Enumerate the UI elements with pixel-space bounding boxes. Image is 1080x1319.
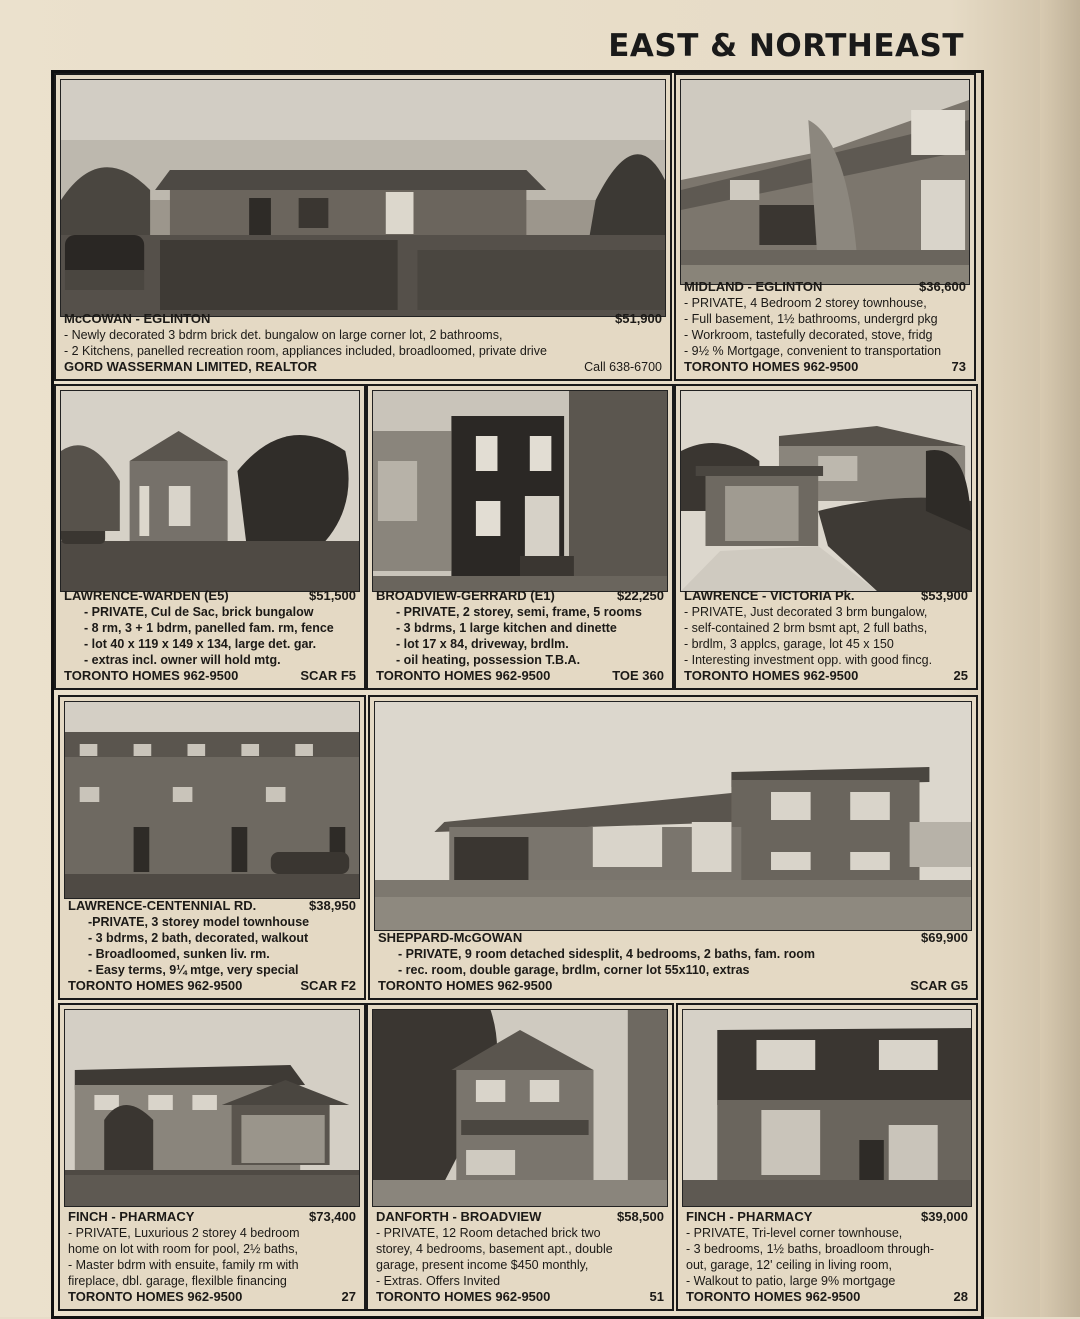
listing-card-midland[interactable] [674,73,976,381]
listing-detail-line: storey, 4 bedrooms, basement apt., double [376,1242,613,1256]
listing-text [684,279,966,375]
agent-name: TORONTO HOMES 962-9500 [376,668,551,683]
listing-code: 27 [341,1289,356,1304]
listing-price: $38,950 [309,898,356,913]
listing-detail-line: - 3 bdrms, 2 bath, decorated, walkout [88,931,309,945]
listing-location: LAWRENCE - VICTORIA Pk. [684,588,855,603]
listing-detail-line: - 3 bedrooms, 1½ baths, broadloom through- [686,1242,935,1256]
listing-card-mccowan[interactable] [54,73,672,381]
house-photo [372,390,668,592]
listing-location: LAWRENCE-WARDEN (E5) [64,588,229,603]
listing-code: SCAR F5 [300,668,356,683]
house-photo [682,1009,972,1207]
listing-card-lawrence-warden[interactable] [54,384,366,690]
listing-detail-line: - self-contained 2 brm bsmt apt, 2 full baths, [684,621,928,635]
listing-code: 25 [953,668,968,683]
listing-location: FINCH - PHARMACY [68,1209,195,1224]
listing-details [376,604,664,668]
agent-name: TORONTO HOMES 962-9500 [376,1289,551,1304]
listing-location: MIDLAND - EGLINTON [684,279,823,294]
agent-name: TORONTO HOMES 962-9500 [686,1289,861,1304]
listing-detail-line: - 9½ % Mortgage, convenient to transportation [684,344,942,358]
house-photo [64,701,360,899]
listing-detail-line: out, garage, 12' ceiling in living room, [686,1258,892,1272]
listing-price: $53,900 [921,588,968,603]
listing-details [64,604,356,668]
listing-detail-line: - Master bdrm with ensuite, family rm with [68,1258,299,1272]
listing-details [68,914,356,978]
listing-detail-line: - lot 40 x 119 x 149 x 134, large det. gar. [84,637,317,651]
listing-code: 28 [953,1289,968,1304]
agent-name: GORD WASSERMAN LIMITED, REALTOR [64,359,318,374]
listing-location: DANFORTH - BROADVIEW [376,1209,542,1224]
listing-detail-line: - PRIVATE, 9 room detached sidesplit, 4 bedrooms, 2 baths, fam. room [398,947,815,961]
listing-code: 73 [951,359,966,374]
listing-detail-line: - lot 17 x 84, driveway, brdlm. [396,637,569,651]
listing-detail-line: fireplace, dbl. garage, flexilble financing [68,1274,287,1288]
listing-location: McCOWAN - EGLINTON [64,311,211,326]
listing-card-danforth-broadview[interactable] [366,1003,674,1311]
listing-price: $36,600 [919,279,966,294]
listing-details [378,946,968,978]
listing-detail-line: home on lot with room for pool, 2½ baths, [68,1242,298,1256]
agent-name: TORONTO HOMES 962-9500 [684,359,859,374]
listing-detail-line: - Newly decorated 3 bdrm brick det. bungalow on large corner lot, 2 bathrooms, [64,328,503,342]
listing-text [376,588,664,684]
listing-code: SCAR G5 [910,978,968,993]
listing-text [68,898,356,994]
listing-card-lawrence-centennial[interactable] [58,695,366,1000]
listing-location: BROADVIEW-GERRARD (E1) [376,588,555,603]
listing-detail-line: - PRIVATE, Luxurious 2 storey 4 bedroom [68,1226,300,1240]
listing-text [68,1209,356,1305]
agent-name: TORONTO HOMES 962-9500 [378,978,553,993]
listing-detail-line: - PRIVATE, Tri-level corner townhouse, [686,1226,903,1240]
listing-price: $22,250 [617,588,664,603]
listing-card-sheppard-mcgowan[interactable] [368,695,978,1000]
listing-location: SHEPPARD-McGOWAN [378,930,523,945]
listing-detail-line: - Easy terms, 9¼ mtge, very special [88,963,299,977]
listing-card-broadview-gerrard[interactable] [366,384,674,690]
listing-code: 51 [649,1289,664,1304]
listing-detail-line: - Workroom, tastefully decorated, stove, fridg [684,328,933,342]
agent-name: TORONTO HOMES 962-9500 [68,978,243,993]
listing-text [64,311,662,375]
listing-detail-line: - 8 rm, 3 + 1 bdrm, panelled fam. rm, fence [84,621,334,635]
listing-location: FINCH - PHARMACY [686,1209,813,1224]
listing-detail-line: - Broadloomed, sunken liv. rm. [88,947,270,961]
listing-detail-line: - PRIVATE, Just decorated 3 brm bungalow, [684,605,928,619]
house-photo [680,390,972,592]
listing-detail-line: - PRIVATE, 2 storey, semi, frame, 5 rooms [396,605,642,619]
listing-text [684,588,968,684]
house-photo [680,79,970,285]
agent-name: TORONTO HOMES 962-9500 [684,668,859,683]
listing-card-lawrence-victoria[interactable] [674,384,978,690]
listing-price: $39,000 [921,1209,968,1224]
listing-detail-line: - PRIVATE, 12 Room detached brick two [376,1226,601,1240]
listing-detail-line: - extras incl. owner will hold mtg. [84,653,281,667]
listing-detail-line: - Walkout to patio, large 9% mortgage [686,1274,896,1288]
listing-price: $69,900 [921,930,968,945]
listing-detail-line: - PRIVATE, Cul de Sac, brick bungalow [84,605,314,619]
listing-detail-line: - oil heating, possession T.B.A. [396,653,581,667]
listing-price: $58,500 [617,1209,664,1224]
listing-detail-line: -PRIVATE, 3 storey model townhouse [88,915,310,929]
listing-price: $51,900 [615,311,662,326]
listing-text [64,588,356,684]
listing-detail-line: garage, present income $450 monthly, [376,1258,589,1272]
listing-detail-line: - Full basement, 1½ bathrooms, undergrd pkg [684,312,938,326]
listing-code: TOE 360 [612,668,664,683]
listing-detail-line: - 3 bdrms, 1 large kitchen and dinette [396,621,617,635]
house-photo [372,1009,668,1207]
house-photo [64,1009,360,1207]
listing-text [686,1209,968,1305]
page-edge [1040,0,1080,1317]
listing-price: $51,500 [309,588,356,603]
listing-detail-line: - PRIVATE, 4 Bedroom 2 storey townhouse, [684,296,927,310]
listing-detail-line: - 2 Kitchens, panelled recreation room, appliances included, broadloomed, private drive [64,344,547,358]
listing-detail-line: - brdlm, 3 applcs, garage, lot 45 x 150 [684,637,894,651]
listing-card-finch-pharmacy-1[interactable] [58,1003,366,1311]
listing-detail-line: - rec. room, double garage, brdlm, corner lot 55x110, extras [398,963,750,977]
listing-detail-line: - Interesting investment opp. with good fincg. [684,653,933,667]
listing-code: SCAR F2 [300,978,356,993]
listing-text [378,930,968,994]
listing-detail-line: - Extras. Offers Invited [376,1274,501,1288]
listing-price: $73,400 [309,1209,356,1224]
house-photo [374,701,972,931]
section-heading: EAST & NORTHEAST [608,28,964,64]
listing-code: Call 638-6700 [584,360,662,374]
agent-name: TORONTO HOMES 962-9500 [68,1289,243,1304]
listing-text [376,1209,664,1305]
agent-name: TORONTO HOMES 962-9500 [64,668,239,683]
house-photo [60,79,666,317]
listing-card-finch-pharmacy-2[interactable] [676,1003,978,1311]
house-photo [60,390,360,592]
listing-location: LAWRENCE-CENTENNIAL RD. [68,898,257,913]
